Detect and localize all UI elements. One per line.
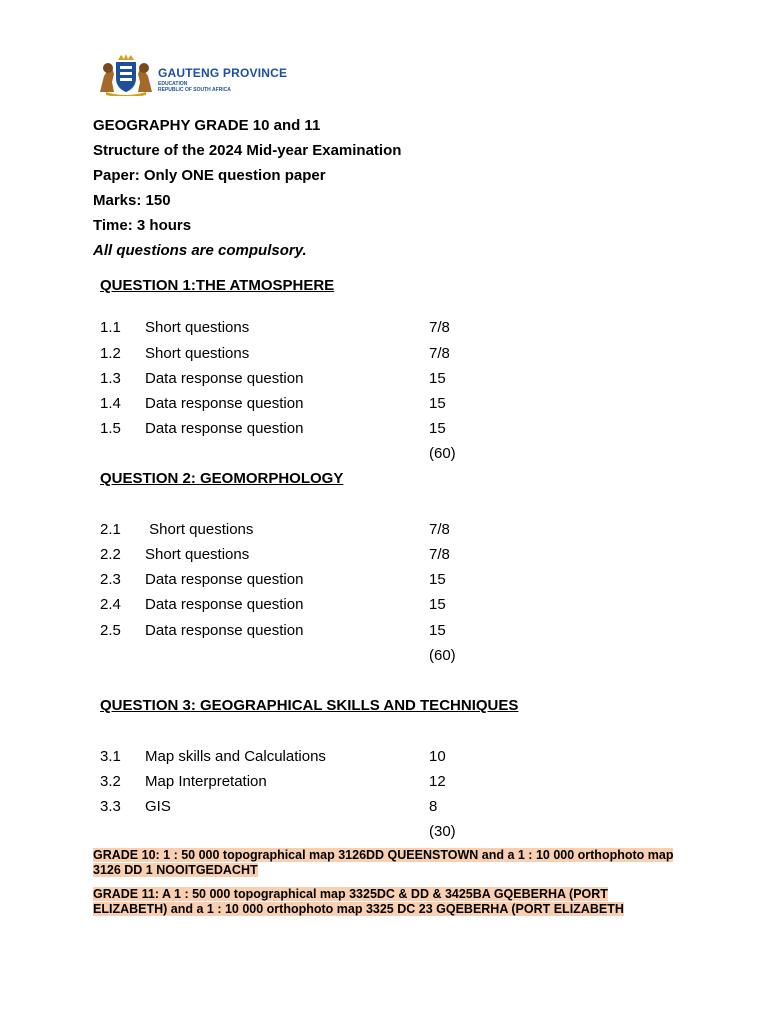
item-description: Data response question: [145, 622, 304, 639]
table-row: [0, 748, 768, 768]
question-1-heading: QUESTION 1:THE ATMOSPHERE: [100, 277, 335, 294]
table-row: [0, 773, 768, 793]
item-number: 2.5: [100, 622, 121, 639]
grade-11-map-note: [93, 887, 683, 917]
compulsory-note: All questions are compulsory.: [93, 242, 307, 259]
question-3-heading: QUESTION 3: GEOGRAPHICAL SKILLS AND TECHNIQUES: [100, 697, 519, 714]
grade-10-map-text: GRADE 10: 1 : 50 000 topographical map 3126DD QUEENSTOWN and a 1 : 10 000 orthophoto map 3126 DD 1 NOOITGEDACHT: [93, 848, 674, 877]
question-2-total: (60): [429, 647, 456, 664]
item-description: Short questions: [145, 546, 250, 563]
item-number: 1.1: [100, 319, 121, 336]
item-description: Data response question: [145, 420, 304, 437]
item-marks: 7/8: [429, 319, 450, 336]
item-number: 1.2: [100, 345, 121, 362]
logo-title: GAUTENG PROVINCE: [158, 66, 288, 80]
item-marks: 7/8: [429, 521, 450, 538]
item-marks: 7/8: [429, 546, 450, 563]
item-marks: 12: [429, 773, 446, 790]
item-marks: 15: [429, 370, 446, 387]
item-number: 2.4: [100, 596, 121, 613]
marks-info: Marks: 150: [93, 192, 171, 209]
item-description: Short questions: [145, 319, 250, 336]
item-marks: 15: [429, 420, 446, 437]
item-description: Short questions: [145, 345, 250, 362]
item-marks: 15: [429, 571, 446, 588]
table-row: [0, 420, 768, 440]
item-description: Map Interpretation: [145, 773, 267, 790]
item-number: 3.3: [100, 798, 121, 815]
item-description: Data response question: [145, 370, 304, 387]
item-marks: 10: [429, 748, 446, 765]
table-row: [0, 546, 768, 566]
table-row: [0, 370, 768, 390]
item-description: Short questions: [145, 521, 254, 538]
item-number: 3.2: [100, 773, 121, 790]
gauteng-logo: [96, 52, 288, 96]
table-row: [0, 596, 768, 616]
item-number: 2.3: [100, 571, 121, 588]
question-1-total: (60): [429, 445, 456, 462]
grade-11-map-text: GRADE 11: A 1 : 50 000 topographical map 3325DC & DD & 3425BA GQEBERHA (PORT ELIZABETH) and a 1 : 10 000 orthophoto map 3325 DC 23 GQEBERHA (PORT ELIZABETH: [93, 887, 624, 916]
item-marks: 8: [429, 798, 438, 815]
logo-subtitle: EDUCATION REPUBLIC OF SOUTH AFRICA: [158, 81, 231, 93]
table-row: [0, 571, 768, 591]
item-number: 1.4: [100, 395, 121, 412]
item-marks: 15: [429, 622, 446, 639]
item-number: 2.1: [100, 521, 121, 538]
exam-structure-title: Structure of the 2024 Mid-year Examination: [93, 142, 402, 159]
item-number: 2.2: [100, 546, 121, 563]
item-marks: 15: [429, 395, 446, 412]
item-description: Map skills and Calculations: [145, 748, 326, 765]
item-number: 3.1: [100, 748, 121, 765]
time-info: Time: 3 hours: [93, 217, 192, 234]
question-2-heading: QUESTION 2: GEOMORPHOLOGY: [100, 470, 344, 487]
item-number: 1.5: [100, 420, 121, 437]
item-marks: 7/8: [429, 345, 450, 362]
item-number: 1.3: [100, 370, 121, 387]
coat-of-arms-icon: [96, 52, 156, 96]
grade-10-map-note: [93, 848, 683, 878]
table-row: [0, 521, 768, 541]
paper-info: Paper: Only ONE question paper: [93, 167, 326, 184]
table-row: [0, 319, 768, 339]
table-row: [0, 622, 768, 642]
item-description: GIS: [145, 798, 171, 815]
subject-title: GEOGRAPHY GRADE 10 and 11: [93, 117, 321, 134]
table-row: [0, 395, 768, 415]
item-description: Data response question: [145, 395, 304, 412]
item-description: Data response question: [145, 571, 304, 588]
item-description: Data response question: [145, 596, 304, 613]
table-row: [0, 345, 768, 365]
question-3-total: (30): [429, 823, 456, 840]
table-row: [0, 798, 768, 818]
item-marks: 15: [429, 596, 446, 613]
